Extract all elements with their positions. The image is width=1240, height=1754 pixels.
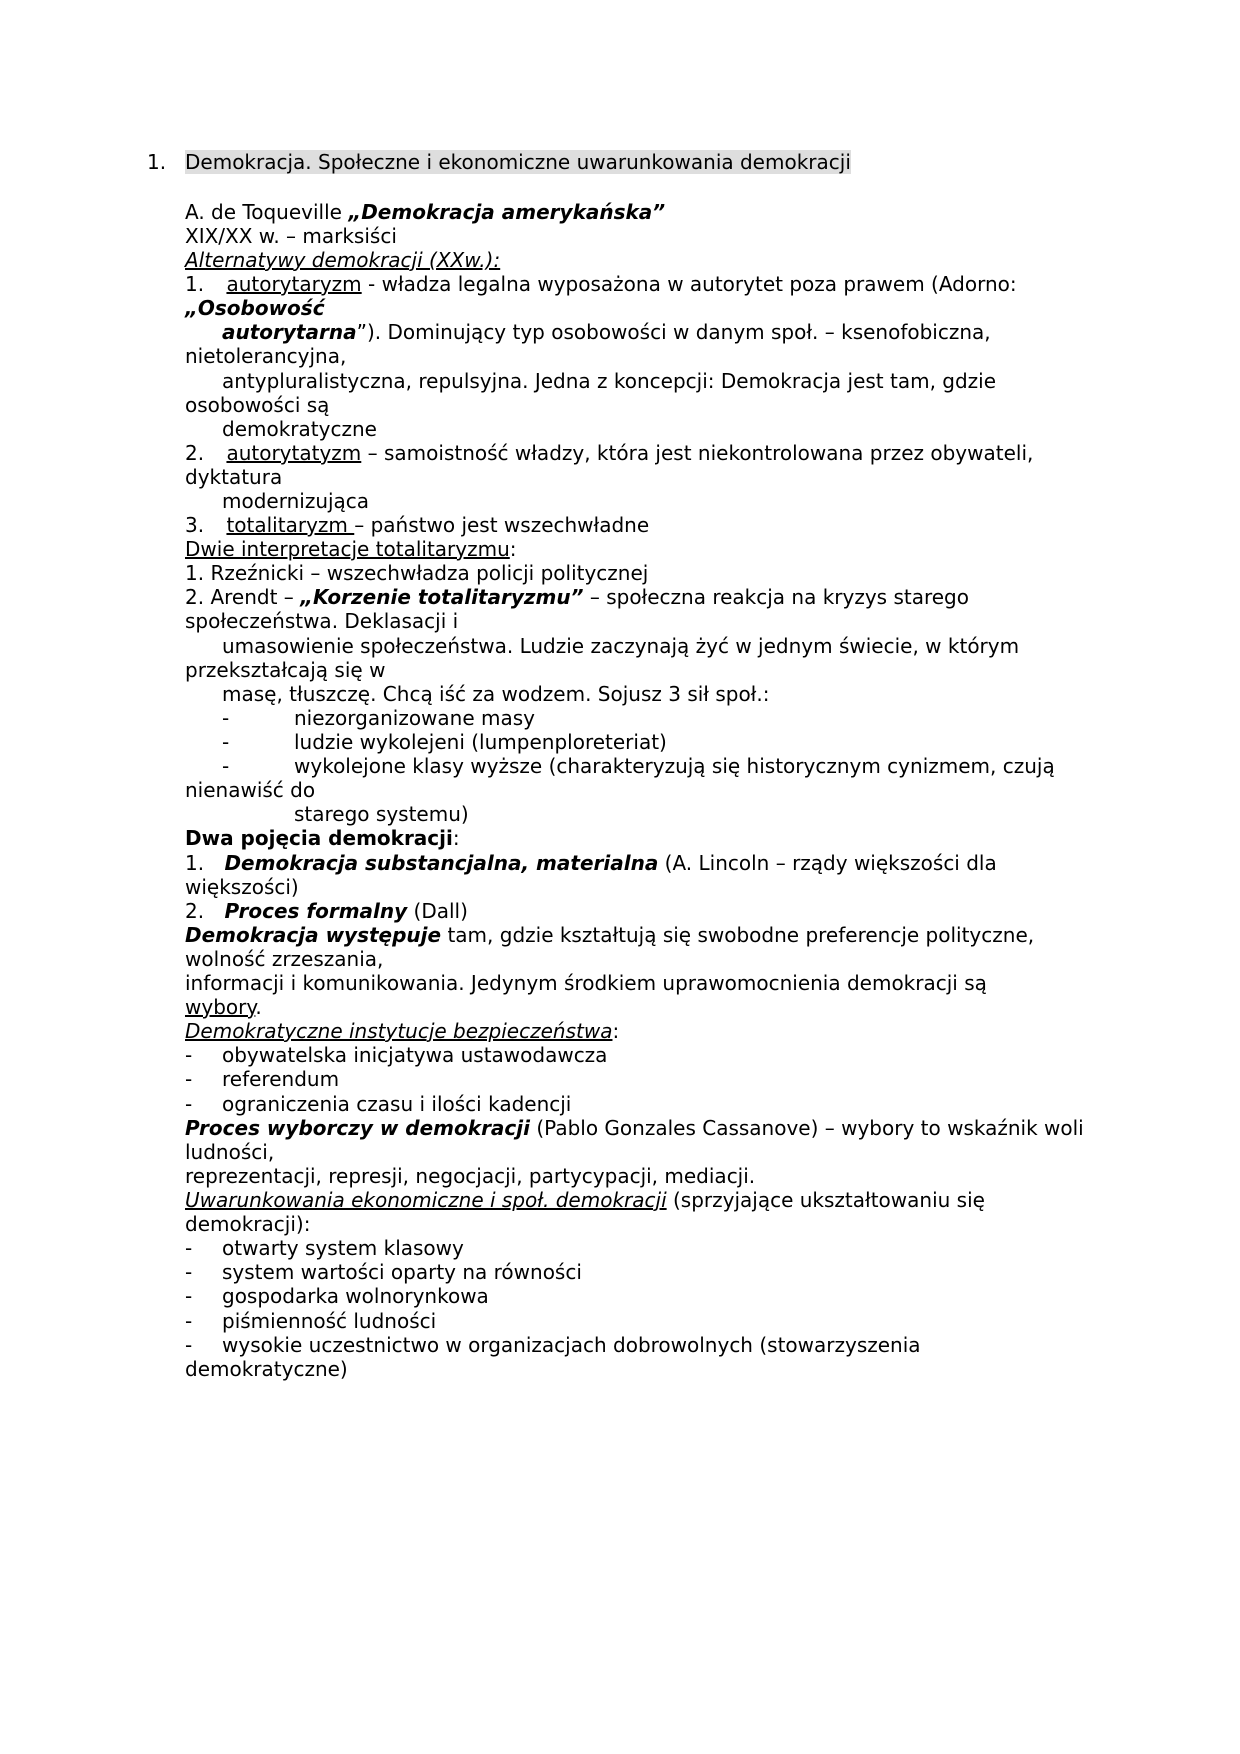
text-line: „Osobowość <box>185 296 325 320</box>
heading-number: 1. <box>147 150 167 174</box>
text-line: dyktatura <box>185 465 283 489</box>
text-line: demokratyczne) <box>185 1357 348 1381</box>
text-line: społeczeństwa. Deklasacji i <box>185 609 459 633</box>
text-line: informacji i komunikowania. Jedynym środkiem uprawomocnienia demokracji są <box>185 971 987 995</box>
text-line: nienawiść do <box>185 778 316 802</box>
text-line: nietolerancyjna, <box>185 344 347 368</box>
dash-item: - referendum <box>185 1067 340 1091</box>
dash-item: - ograniczenia czasu i ilości kadencji <box>185 1092 572 1116</box>
text-line: reprezentacji, represji, negocjacji, partycypacji, mediacji. <box>185 1164 756 1188</box>
text-line: modernizująca <box>222 489 370 513</box>
text-line: autorytarna”). Dominujący typ osobowości w danym społ. – ksenofobiczna, <box>222 320 991 344</box>
dash-item: - otwarty system klasowy <box>185 1236 464 1260</box>
text-line: A. de Toqueville „Demokracja amerykańska” <box>185 200 666 224</box>
text-line: masę, tłuszczę. Chcą iść za wodzem. Sojusz 3 sił społ.: <box>222 682 770 706</box>
text-line: wybory. <box>185 995 262 1019</box>
text-line: XIX/XX w. – marksiści <box>185 224 397 248</box>
text-line: antypluralistyczna, repulsyjna. Jedna z koncepcji: Demokracja jest tam, gdzie <box>222 369 997 393</box>
dash-item: - system wartości oparty na równości <box>185 1260 582 1284</box>
text-line: demokratyczne <box>222 417 377 441</box>
heading-title: Demokracja. Społeczne i ekonomiczne uwarunkowania demokracji <box>185 150 851 174</box>
list-item: 2. Proces formalny (Dall) <box>185 899 468 923</box>
text-line: starego systemu) <box>294 802 469 826</box>
list-item: 2. autorytatyzm – samoistność władzy, która jest niekontrolowana przez obywateli, <box>185 441 1034 465</box>
text-line: osobowości są <box>185 393 330 417</box>
text-line: wolność zrzeszania, <box>185 947 384 971</box>
dash-item: - niezorganizowane masy <box>222 706 536 730</box>
list-item: 3. totalitaryzm – państwo jest wszechwładne <box>185 513 650 537</box>
dash-item: - gospodarka wolnorynkowa <box>185 1284 489 1308</box>
dash-item: - ludzie wykolejeni (lumpenploreteriat) <box>222 730 667 754</box>
list-item: 2. Arendt – „Korzenie totalitaryzmu” – społeczna reakcja na kryzys starego <box>185 585 969 609</box>
section-heading: Demokratyczne instytucje bezpieczeństwa: <box>185 1019 620 1043</box>
list-item: 1. Demokracja substancjalna, materialna (A. Lincoln – rządy większości dla <box>185 851 997 875</box>
text-line: Demokracja występuje tam, gdzie kształtują się swobodne preferencje polityczne, <box>185 923 1035 947</box>
text-line: przekształcają się w <box>185 658 386 682</box>
section-heading: Alternatywy demokracji (XXw.): <box>185 248 501 272</box>
section-heading: Uwarunkowania ekonomiczne i społ. demokracji (sprzyjające ukształtowaniu się <box>185 1188 985 1212</box>
text-line: Proces wyborczy w demokracji (Pablo Gonzales Cassanove) – wybory to wskaźnik woli <box>185 1116 1084 1140</box>
text-line: demokracji): <box>185 1212 311 1236</box>
text-line: ludności, <box>185 1140 275 1164</box>
section-heading: Dwa pojęcia demokracji: <box>185 826 460 850</box>
list-item: 1. Rzeźnicki – wszechwładza policji politycznej <box>185 561 649 585</box>
dash-item: - wysokie uczestnictwo w organizacjach dobrowolnych (stowarzyszenia <box>185 1333 921 1357</box>
dash-item: - obywatelska inicjatywa ustawodawcza <box>185 1043 608 1067</box>
dash-item: - wykolejone klasy wyższe (charakteryzują się historycznym cynizmem, czują <box>222 754 1055 778</box>
section-heading: Dwie interpretacje totalitaryzmu: <box>185 537 517 561</box>
text-line: większości) <box>185 875 299 899</box>
list-item: 1. autorytaryzm - władza legalna wyposażona w autorytet poza prawem (Adorno: <box>185 272 1017 296</box>
dash-item: - piśmienność ludności <box>185 1309 437 1333</box>
text-line: umasowienie społeczeństwa. Ludzie zaczynają żyć w jednym świecie, w którym <box>222 634 1020 658</box>
